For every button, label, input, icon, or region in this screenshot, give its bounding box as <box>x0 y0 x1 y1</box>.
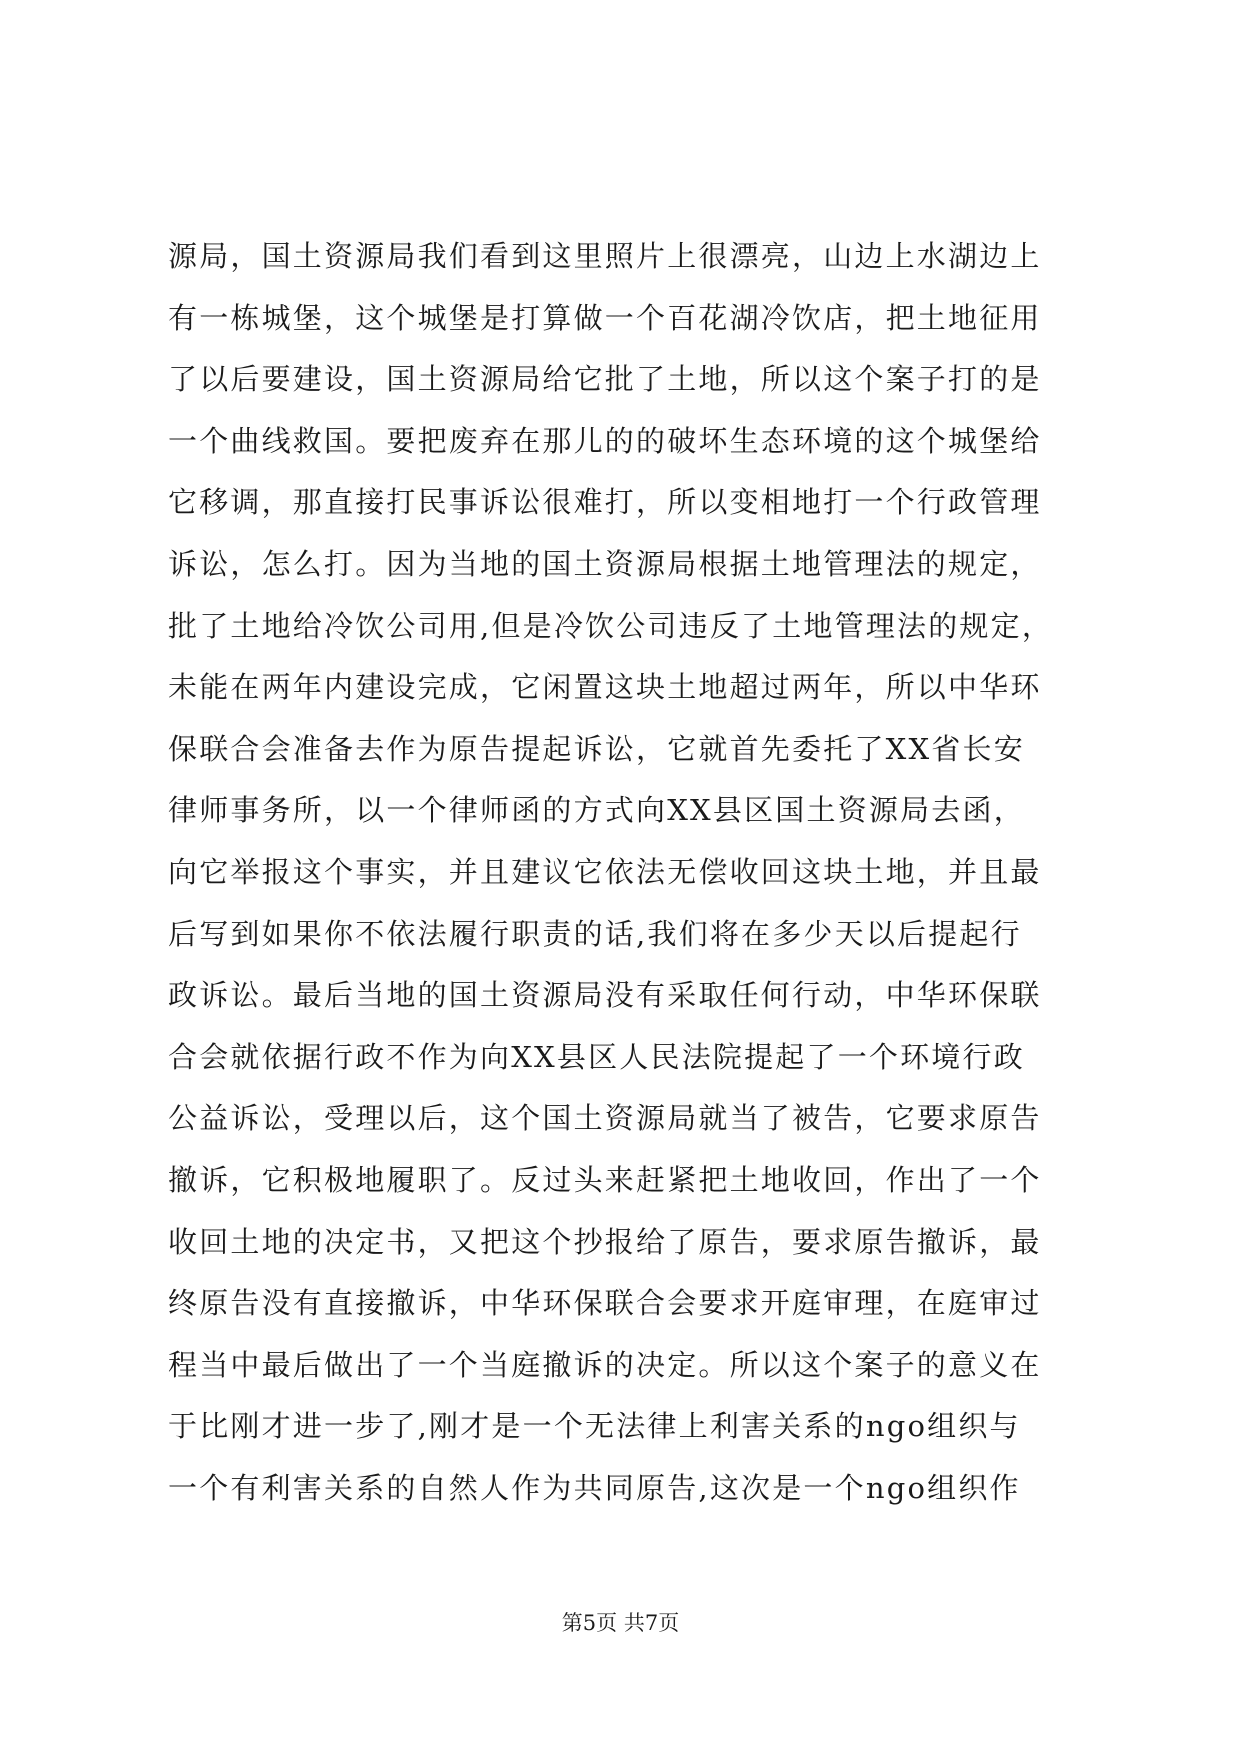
text-line: 了以后要建设，国土资源局给它批了土地，所以这个案子打的是 <box>168 362 1042 397</box>
text-line: 于比刚才进一步了,刚才是一个无法律上利害关系的ngo组织与 <box>168 1409 1021 1444</box>
text-line: 批了土地给冷饮公司用,但是冷饮公司违反了土地管理法的规定， <box>168 608 1054 643</box>
text-line: 向它举报这个事实，并且建议它依法无偿收回这块土地，并且最 <box>168 854 1042 889</box>
text-line: 合会就依据行政不作为向XX县区人民法院提起了一个环境行政 <box>168 1039 1025 1074</box>
text-line: 政诉讼。最后当地的国土资源局没有采取任何行动，中华环保联 <box>168 978 1042 1013</box>
text-line: 诉讼，怎么打。因为当地的国土资源局根据土地管理法的规定， <box>168 546 1042 581</box>
text-line: 后写到如果你不依法履行职责的话,我们将在多少天以后提起行 <box>168 916 1022 951</box>
body-text <box>168 226 1088 1519</box>
text-line: 有一栋城堡，这个城堡是打算做一个百花湖冷饮店，把土地征用 <box>168 300 1042 335</box>
text-line: 它移调，那直接打民事诉讼很难打，所以变相地打一个行政管理 <box>168 485 1042 520</box>
text-line: 程当中最后做出了一个当庭撤诉的决定。所以这个案子的意义在 <box>168 1347 1042 1382</box>
text-line: 收回土地的决定书，又把这个抄报给了原告，要求原告撤诉，最 <box>168 1224 1042 1259</box>
text-line: 撤诉，它积极地履职了。反过头来赶紧把土地收回，作出了一个 <box>168 1162 1042 1197</box>
text-line: 终原告没有直接撤诉，中华环保联合会要求开庭审理，在庭审过 <box>168 1286 1042 1321</box>
page-footer: 第5页 共7页 <box>561 1611 680 1635</box>
text-line: 源局，国土资源局我们看到这里照片上很漂亮，山边上水湖边上 <box>168 239 1042 273</box>
text-line: 保联合会准备去作为原告提起诉讼，它就首先委托了XX省长安 <box>168 731 1025 766</box>
text-line: 一个曲线救国。要把废弃在那儿的的破坏生态环境的这个城堡给 <box>168 423 1042 458</box>
text-line: 律师事务所，以一个律师函的方式向XX县区国土资源局去函， <box>168 793 1025 828</box>
text-line: 公益诉讼，受理以后，这个国土资源局就当了被告，它要求原告 <box>168 1101 1042 1136</box>
text-line: 一个有利害关系的自然人作为共同原告,这次是一个ngo组织作 <box>168 1470 1021 1505</box>
text-line: 未能在两年内建设完成，它闲置这块土地超过两年，所以中华环 <box>168 670 1042 705</box>
